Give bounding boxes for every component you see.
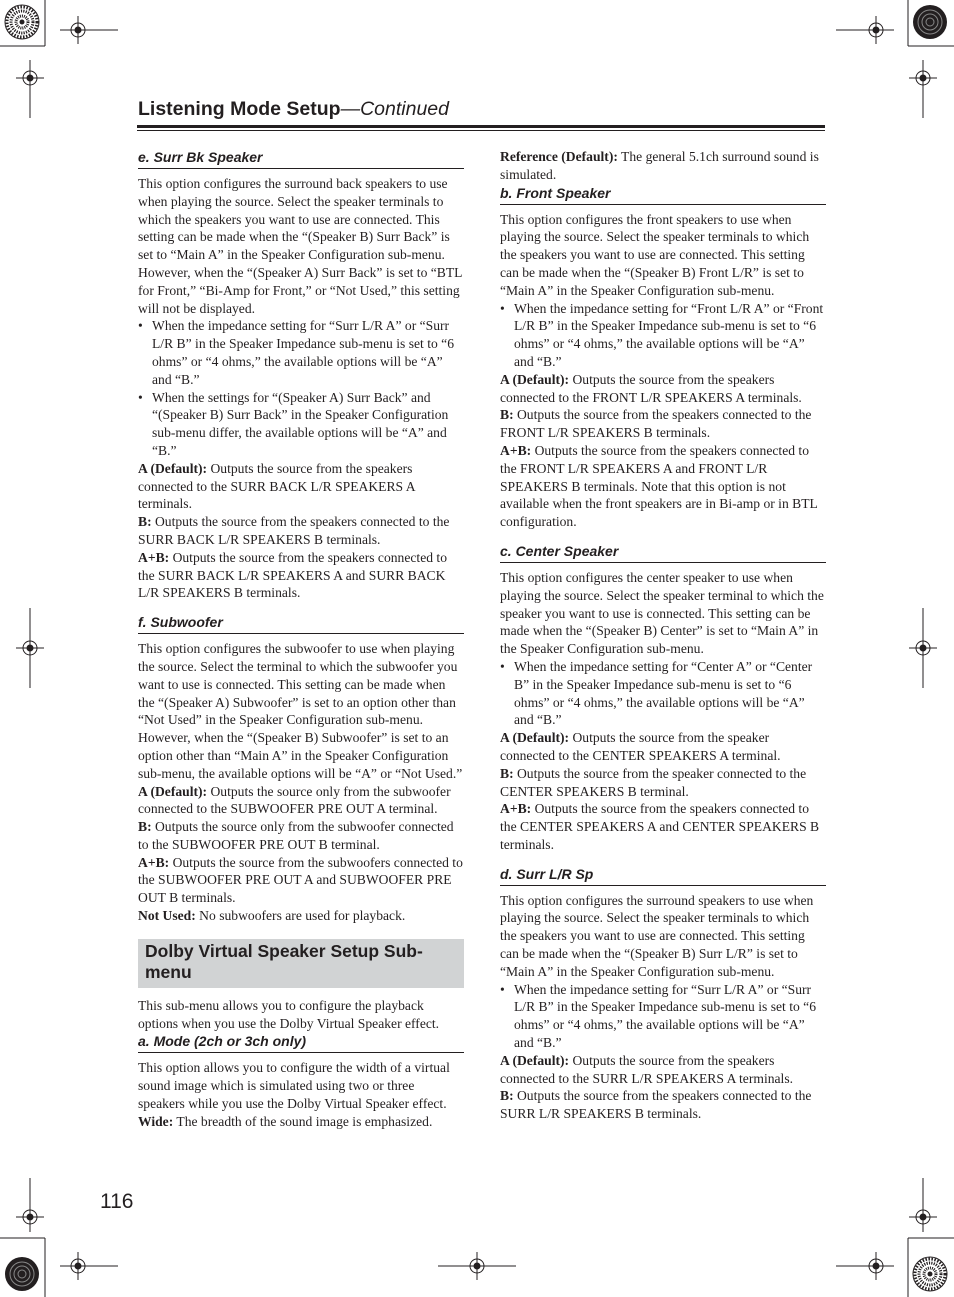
option-a (500, 371, 826, 407)
option-text: Outputs the source from the speakers connected to the CENTER SPEAKERS A and CENTER SPEAKERS B terminals. (500, 801, 820, 852)
option-label: B: (138, 514, 152, 530)
section-body: This option configures the front speakers to use when playing the source. Select the speaker terminals to which the speakers you want to use are connected. This setting can be made when the “(Speaker B) Front L/R” is set to “Main A” in the Speaker Configuration sub-menu. (500, 211, 810, 298)
option-label: Wide: (138, 1113, 174, 1129)
title-rule-thin (137, 130, 825, 131)
option-label: B: (500, 407, 514, 423)
section-mode (138, 1032, 464, 1130)
option-a-plus-b (500, 442, 826, 531)
option-reference (500, 148, 826, 184)
option-b (500, 1087, 826, 1123)
bullet-item: • When the impedance setting for “Surr L/R A” or “Surr L/R B” in the Speaker Impedance sub-menu is set to “6 ohms” or “4 ohms,” the available options will be “A” and “B.” (500, 981, 826, 1052)
option-a (500, 1052, 826, 1088)
dolby-submenu-band-title: Dolby Virtual Speaker Setup Sub-menu (138, 939, 464, 988)
option-text: Outputs the source from the speakers connected to the SURR BACK L/R SPEAKERS A and SURR BACK L/R SPEAKERS B terminals. (138, 549, 448, 601)
option-label: Not Used: (138, 908, 196, 924)
section-surr-lr-sp (500, 865, 826, 1123)
option-text: Outputs the source from the speakers connected to the FRONT L/R SPEAKERS A terminals. (500, 371, 802, 405)
option-label: A+B: (500, 442, 532, 458)
option-label: A+B: (500, 801, 532, 817)
section-body: This option configures the surround back speakers to use when playing the source. Select the speaker terminals to which the speakers you want to use are connected. This setting can be made when the “(Speaker B) Surr Back” is set to “Main A” in the Speaker Configuration sub-menu. However, when the “(Speaker A) Surr Back” is set to “BTL for Front,” “Bi-Amp for Front,” or “Not Used,” this setting will not be displayed. (138, 176, 462, 316)
option-label: A+B: (138, 854, 170, 870)
option-label: B: (500, 765, 514, 781)
option-text: Outputs the source only from the subwoofer connected to the SUBWOOFER PRE OUT A terminal. (138, 783, 451, 817)
option-text: Outputs the source from the speakers connected to the SURR BACK L/R SPEAKERS A terminals. (138, 460, 415, 512)
option-text: Outputs the source from the speaker connected to the CENTER SPEAKERS B terminal. (500, 765, 807, 799)
option-text: Outputs the source from the speakers connected to the FRONT L/R SPEAKERS A and FRONT L/R SPEAKERS B terminals. Note that this option is not available when the front speakers are in Bi-amp or in BTL configuration. (500, 442, 818, 530)
option-label: Reference (Default): (500, 149, 618, 164)
left-column (138, 148, 464, 1142)
option-a (138, 460, 464, 513)
section-front-speaker (500, 184, 826, 531)
page-title-continued: —Continued (340, 98, 449, 120)
section-center-speaker (500, 542, 826, 854)
option-label: A (Default): (500, 371, 570, 387)
option-a (138, 783, 464, 819)
option-label: B: (138, 819, 152, 835)
option-text: No subwoofers are used for playback. (195, 908, 406, 924)
option-text: The general 5.1ch surround sound is simulated. (500, 149, 819, 182)
option-text: Outputs the source from the speakers connected to the FRONT L/R SPEAKERS B terminals. (500, 407, 812, 441)
section-body: This option allows you to configure the width of a virtual sound image which is simulated using two or three speakers while you use the Dolby Virtual Speaker effect. (138, 1060, 450, 1112)
option-a-plus-b (138, 549, 464, 602)
option-text: Outputs the source from the speakers connected to the SURR L/R SPEAKERS A terminals. (500, 1052, 794, 1086)
section-heading: d. Surr L/R Sp (500, 865, 826, 886)
option-a-plus-b (138, 854, 464, 907)
option-b (500, 406, 826, 442)
option-b (500, 765, 826, 801)
page-title-text: Listening Mode Setup (138, 98, 341, 120)
option-b (138, 513, 464, 549)
section-subwoofer (138, 613, 464, 925)
page-title (138, 98, 449, 121)
bullet-item: • When the impedance setting for “Surr L/R A” or “Surr L/R B” in the Speaker Impedance sub-menu is set to “6 ohms” or “4 ohms,” the available options will be “A” and “B.” (138, 317, 464, 388)
section-body: This option configures the center speaker to use when playing the source. Select the speaker terminal to which the speaker you want to use is connected. This setting can be made when the “(Speaker B) Center” is set to “Main A” in the Speaker Configuration sub-menu. (500, 569, 824, 657)
option-text: Outputs the source only from the subwoofer connected to the SUBWOOFER PRE OUT B terminal. (138, 819, 454, 852)
section-heading: f. Subwoofer (138, 613, 464, 634)
section-surr-bk-speaker (138, 148, 464, 602)
option-b (138, 818, 464, 854)
option-label: A (Default): (500, 730, 570, 746)
bullet-item: • When the impedance setting for “Center A” or “Center B” in the Speaker Impedance sub-menu is set to “6 ohms” or “4 ohms,” the available options will be “A” and “B.” (500, 658, 826, 729)
option-text: Outputs the source from the speakers connected to the SURR L/R SPEAKERS B terminals. (500, 1088, 812, 1122)
option-text: Outputs the source from the speakers connected to the SURR BACK L/R SPEAKERS B terminals. (138, 514, 450, 547)
section-body: This option configures the surround speakers to use when playing the source. Select the speaker terminals to which the speakers you want to use are connected. This setting can be made when the “(Speaker B) Surr L/R” is set to “Main A” in the Speaker Configuration sub-menu. (500, 892, 814, 979)
page-number: 116 (100, 1190, 134, 1213)
option-label: A+B: (138, 549, 170, 565)
bullet-item: • When the settings for “(Speaker A) Surr Back” and “(Speaker B) Surr Back” in the Speaker Configuration sub-menu differ, the available options will be “A” and “B.” (138, 389, 464, 460)
title-rule (137, 125, 825, 128)
section-heading: a. Mode (2ch or 3ch only) (138, 1032, 464, 1053)
option-label: A (Default): (138, 460, 208, 476)
option-a-plus-b (500, 800, 826, 853)
option-text: Outputs the source from the speaker connected to the CENTER SPEAKERS A terminal. (500, 730, 781, 763)
option-text: Outputs the source from the subwoofers connected to the SUBWOOFER PRE OUT A and SUBWOOFER PRE OUT B terminals. (138, 854, 463, 906)
right-column (500, 148, 826, 1134)
option-text: The breadth of the sound image is emphasized. (173, 1113, 433, 1129)
option-not-used (138, 907, 464, 925)
section-body: This option configures the subwoofer to use when playing the source. Select the terminal to which the subwoofer you want to use is connected. This setting can be made when the “(Speaker A) Subwoofer” is set to an option other than “Not Used” in the Speaker Configuration sub-menu. However, when the “(Speaker B) Subwoofer” is set to an option other than “Main A” in the Speaker Configuration sub-menu, the available options will be “A” or “Not Used.” (138, 641, 463, 781)
option-label: A (Default): (500, 1052, 570, 1068)
option-a (500, 729, 826, 765)
dolby-submenu-intro: This sub-menu allows you to configure the playback options when you use the Dolby Virtual Speaker effect. (138, 997, 440, 1031)
option-wide (138, 1113, 464, 1131)
option-label: B: (500, 1088, 514, 1104)
section-heading: c. Center Speaker (500, 542, 826, 563)
section-heading: b. Front Speaker (500, 184, 826, 205)
option-label: A (Default): (138, 783, 208, 799)
section-heading: e. Surr Bk Speaker (138, 148, 464, 169)
bullet-item: • When the impedance setting for “Front L/R A” or “Front L/R B” in the Speaker Impedance sub-menu is set to “6 ohms” or “4 ohms,” the available options will be “A” and “B.” (500, 300, 826, 371)
